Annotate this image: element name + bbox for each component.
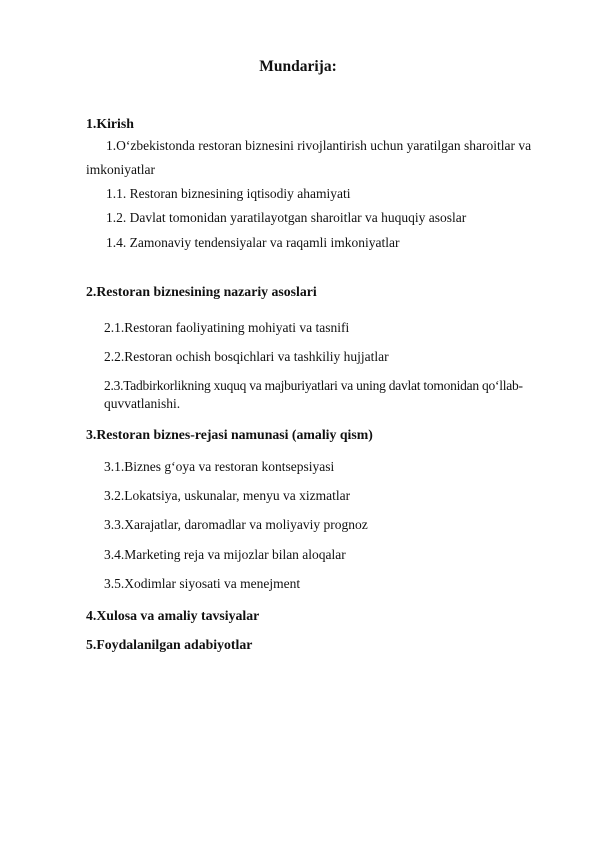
toc-item-3-5: 3.5.Xodimlar siyosati va menejment [104, 576, 301, 591]
section-5-heading: 5.Foydalanilgan adabiyotlar [86, 637, 253, 652]
section-3-heading: 3.Restoran biznes-rejasi namunasi (amaliy qism) [86, 427, 373, 442]
toc-item-1-1: 1.1. Restoran biznesining iqtisodiy ahamiyati [106, 186, 351, 201]
page-title: Mundarija: [259, 58, 337, 75]
section-4-heading: 4.Xulosa va amaliy tavsiyalar [86, 608, 260, 623]
section-2-heading: 2.Restoran biznesining nazariy asoslari [86, 284, 317, 299]
toc-item-2-3-line-2: quvvatlanishi. [104, 396, 181, 411]
toc-item-2-1: 2.1.Restoran faoliyatining mohiyati va tasnifi [104, 320, 350, 335]
toc-item-1-2: 1.2. Davlat tomonidan yaratilayotgan sharoitlar va huquqiy asoslar [106, 210, 467, 225]
section-1-heading: 1.Kirish [86, 116, 134, 131]
toc-item-2-3-line-1: 2.3.Tadbirkorlikning xuquq va majburiyatlari va uning davlat tomonidan qo‘llab- [104, 378, 523, 393]
toc-item-2-2: 2.2.Restoran ochish bosqichlari va tashkiliy hujjatlar [104, 349, 389, 364]
toc-item-3-3: 3.3.Xarajatlar, daromadlar va moliyaviy prognoz [104, 517, 368, 532]
section-1-intro-line-1: 1.O‘zbekistonda restoran biznesini rivojlantirish uchun yaratilgan sharoitlar va [106, 138, 532, 153]
toc-item-3-2: 3.2.Lokatsiya, uskunalar, menyu va xizmatlar [104, 488, 351, 503]
toc-item-3-1: 3.1.Biznes g‘oya va restoran kontsepsiyasi [104, 459, 335, 474]
toc-item-3-4: 3.4.Marketing reja va mijozlar bilan aloqalar [104, 547, 346, 562]
section-1-intro-line-2: imkoniyatlar [86, 162, 155, 177]
toc-item-1-4: 1.4. Zamonaviy tendensiyalar va raqamli imkoniyatlar [106, 235, 400, 250]
